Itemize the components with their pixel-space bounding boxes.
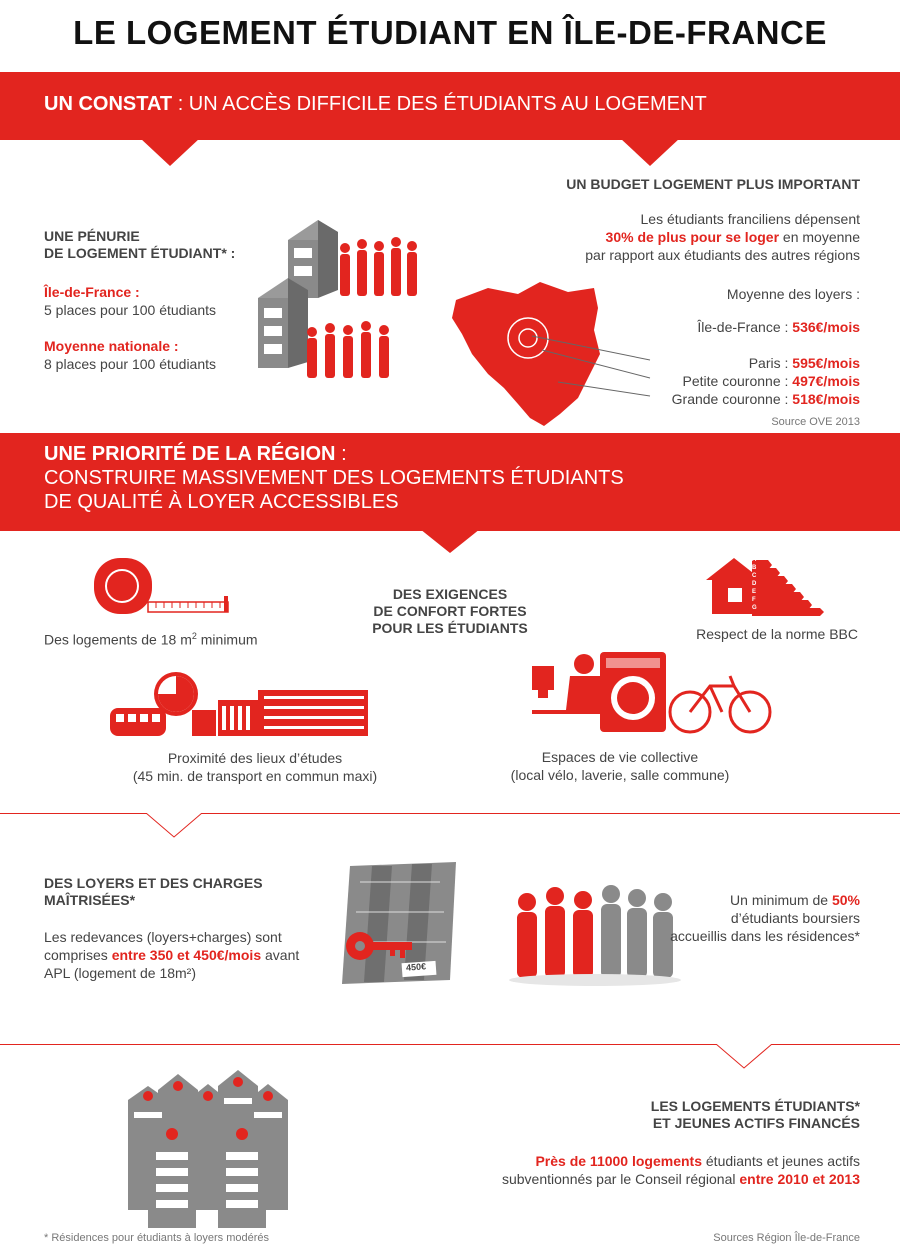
financed-heading: LES LOGEMENTS ÉTUDIANTS* ET JEUNES ACTIFS FINANCÉS [650,1098,860,1131]
folded-map-key-illustration [320,862,460,986]
washing-machine-icon [600,652,666,732]
transport-proximity-illustration [108,670,378,742]
bbc-energy-house-icon [704,556,830,616]
page-title: LE LOGEMENT ÉTUDIANT EN ÎLE-DE-FRANCE [73,14,827,51]
shortage-heading: UNE PÉNURIE DE LOGEMENT ÉTUDIANT* : [44,228,236,261]
map-price-tag: 450€ [405,961,427,973]
divider-notch [716,1044,772,1070]
rent-grande-couronne: Grande couronne : 518€/mois [671,391,860,407]
train-icon [110,708,166,736]
section1-heading: UN CONSTAT : UN ACCÈS DIFFICILE DES ÉTUDIANTS AU LOGEMENT [44,93,707,115]
tape-measure-icon [92,556,232,618]
budget-heading: UN BUDGET LOGEMENT PLUS IMPORTANT [566,176,860,192]
section2-banner-pointer [0,529,900,555]
comfort-heading: DES EXIGENCES DE CONFORT FORTES POUR LES ÉTUDIANTS [372,586,528,636]
ile-de-france-map [448,278,658,430]
budget-source: Source OVE 2013 [771,416,860,428]
financed-housing-illustration [118,1060,308,1230]
shortage-idf: Île-de-France : 5 places pour 100 étudiants [44,284,217,318]
transport-caption: Proximité des lieux d’études (45 min. de transport en commun maxi) [132,750,378,784]
scholarship-text: Un minimum de 50% d’étudiants boursiers accueillis dans les résidences* [670,892,860,944]
bbc-caption: Respect de la norme BBC [696,626,858,642]
size-caption: Des logements de 18 $m^2$ minimum [44,631,258,648]
rents-heading: DES LOYERS ET DES CHARGES MAÎTRISÉES* [44,875,263,908]
divider-notch [146,813,202,839]
bbc-energy-letters: A B C D E F G [752,557,757,611]
divider [0,813,900,814]
scholarship-students-illustration [505,880,685,990]
students-icon [340,237,417,296]
budget-text: Les étudiants franciliens dépensent 30% de plus pour se loger en moyenne par rapport aux étudiants des autres régions [585,211,860,263]
financed-text: Près de 11000 logements étudiants et jeunes actifs subventionnés par le Conseil régional entre 2010 et 2013 [501,1153,860,1187]
shortage-national: Moyenne nationale : 8 places pour 100 étudiants [44,338,217,372]
sources-note: Sources Région Île-de-France [713,1232,860,1244]
rent-heading: Moyenne des loyers : [726,286,860,302]
footnote: * Résidences pour étudiants à loyers modérés [44,1232,270,1244]
rent-idf: Île-de-France : 536€/mois [697,319,860,335]
students-icon [307,321,389,378]
building-icon [258,278,308,368]
section2-heading: UNE PRIORITÉ DE LA RÉGION : CONSTRUIRE MASSIVEMENT DES LOGEMENTS ÉTUDIANTS DE QUALITÉ À LOYER ACCESSIBLES [44,443,624,513]
collective-caption: Espaces de vie collective (local vélo, laverie, salle commune) [510,749,730,783]
buildings-students-illustration [250,212,430,382]
bicycle-icon [670,676,770,732]
rents-text: Les redevances (loyers+charges) sont comprises entre 350 et 450€/mois avant APL (logement de 18m²) [44,929,300,981]
collective-spaces-illustration [530,650,780,742]
rent-paris: Paris : 595€/mois [748,355,860,371]
rent-petite-couronne: Petite couronne : 497€/mois [682,373,860,389]
section1-banner-pointers [0,138,900,168]
